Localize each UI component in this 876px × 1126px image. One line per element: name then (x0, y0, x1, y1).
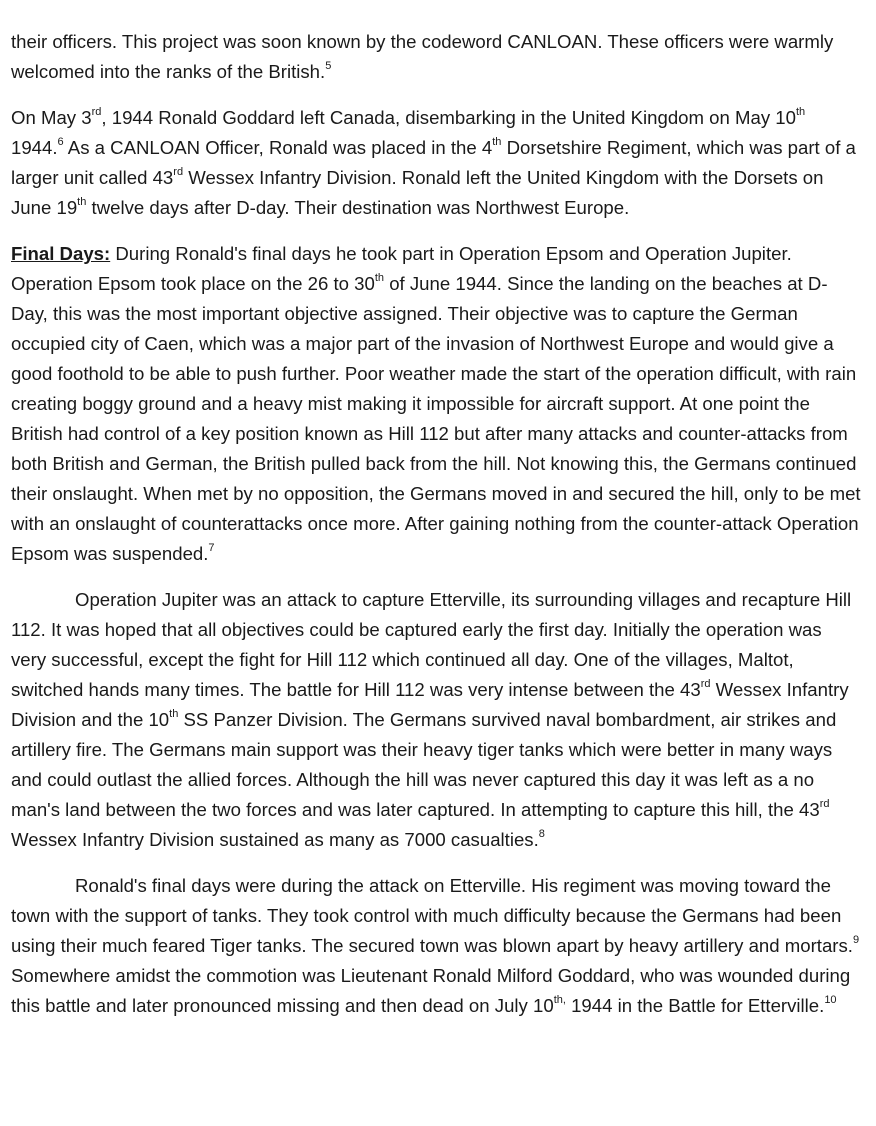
footnote-superscript: 10 (824, 993, 837, 1006)
body-text: Somewhere amidst the commotion was Lieutenant Ronald Milford Goddard, who was wounded during this battle and later pronounced missing and then dead on July 10 (11, 965, 851, 1016)
footnote-superscript: th (796, 105, 806, 118)
paragraph-etterville-attack (11, 871, 861, 1021)
body-text: , 1944 Ronald Goddard left Canada, disembarking in the United Kingdom on May 10 (101, 107, 796, 128)
footnote-superscript: th (492, 135, 502, 148)
body-text: 1944 in the Battle for Etterville. (565, 995, 825, 1016)
body-text: their officers. This project was soon known by the codeword CANLOAN. These officers were warmly welcomed into the ranks of the British. (11, 31, 834, 82)
paragraph-gap (11, 223, 861, 239)
paragraph-canloan-intro (11, 27, 861, 87)
footnote-superscript: 7 (208, 541, 215, 554)
body-text: Operation Jupiter was an attack to capture Etterville, its surrounding villages and recapture Hill 112. It was hoped that all objectives could be captured early the first day. Initially the operation was very successful, except the fight for Hill 112 which continued all day. One of the villages, Maltot, switched hands many times. The battle for Hill 112 was very intense between the 43 (11, 589, 852, 700)
paragraph-final-days (11, 239, 861, 569)
paragraph-operation-jupiter (11, 585, 861, 855)
body-text: Wessex Infantry Division. Ronald left the United Kingdom with the Dorsets on June 19 (11, 167, 824, 218)
footnote-superscript: 6 (57, 135, 64, 148)
footnote-superscript: th (77, 195, 87, 208)
footnote-superscript: th (169, 707, 179, 720)
body-text: Wessex Infantry Division and the 10 (11, 679, 849, 730)
paragraph-gap (11, 569, 861, 585)
footnote-superscript: rd (173, 165, 184, 178)
body-text: of June 1944. Since the landing on the beaches at D-Day, this was the most important objective assigned. Their objective was to capture the German occupied city of Caen, which was a major part of the invasion of Northwest Europe and would give a good foothold to be able to push further. Poor weather made the start of the operation difficult, with rain creating boggy ground and a heavy mist making it impossible for aircraft support. At one point the British had control of a key position known as Hill 112 but after many attacks and counter-attacks from both British and German, the British pulled back from the hill. Not knowing this, the Germans continued their onslaught. When met by no opposition, the Germans moved in and secured the hill, only to be met with an onslaught of counterattacks once more. After gaining nothing from the counter-attack Operation Epsom was suspended. (11, 273, 861, 564)
footnote-superscript: 9 (852, 933, 860, 946)
section-heading: Final Days: (11, 243, 111, 264)
footnote-superscript: rd (700, 677, 711, 690)
body-text: 1944. (11, 137, 58, 158)
footnote-superscript: 5 (325, 59, 332, 72)
body-text: SS Panzer Division. The Germans survived naval bombardment, air strikes and artillery fire. The Germans main support was their heavy tiger tanks which were better in many ways and could outlast the allied forces. Although the hill was never captured this day it was left as a no man's land between the two forces and was later captured. In attempting to capture this hill, the 43 (11, 709, 837, 820)
body-text: As a CANLOAN Officer, Ronald was placed in the 4 (63, 137, 493, 158)
body-text: On May 3 (11, 107, 92, 128)
body-text: Ronald's final days were during the attack on Etterville. His regiment was moving toward the town with the support of tanks. They took control with much difficulty because the Germans had been using their much feared Tiger tanks. The secured town was blown apart by heavy artillery and mortars. (11, 875, 853, 956)
body-text: During Ronald's final days he took part in Operation Epsom and Operation Jupiter. Operation Epsom took place on the 26 to 30 (11, 243, 792, 294)
body-text: Dorsetshire Regiment, which was part of a larger unit called 43 (11, 137, 856, 188)
footnote-superscript: th (374, 271, 385, 284)
footnote-superscript: rd (819, 797, 830, 810)
body-text: twelve days after D-day. Their destination was Northwest Europe. (86, 197, 630, 218)
paragraph-gap (11, 855, 861, 871)
footnote-superscript: 8 (538, 827, 545, 840)
footnote-superscript: rd (91, 105, 102, 118)
body-text: Wessex Infantry Division sustained as many as 7000 casualties. (11, 829, 539, 850)
paragraph-departure (11, 103, 861, 223)
paragraph-gap (11, 87, 861, 103)
footnote-superscript: th, (553, 993, 566, 1006)
document-page (11, 27, 861, 1021)
